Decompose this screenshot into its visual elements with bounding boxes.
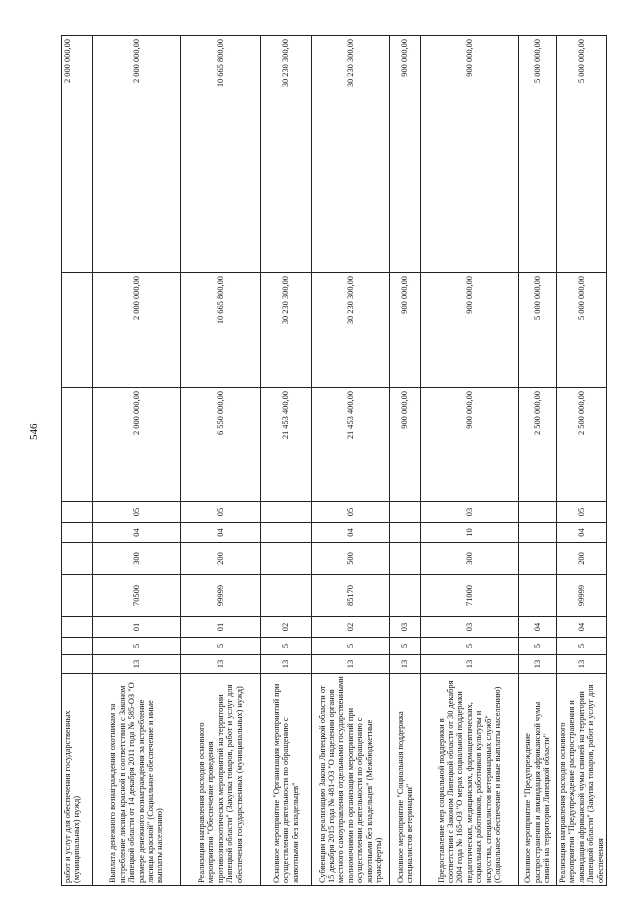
- code-cell: 5: [390, 638, 421, 655]
- code-cell: 70500: [93, 575, 181, 617]
- code-cell: 300: [93, 543, 181, 575]
- code-cell: 03: [421, 617, 519, 638]
- amount-cell: 6 550 000,00: [181, 388, 261, 502]
- amount-cell: 2 000 000,00: [93, 388, 181, 502]
- budget-table-page: [61, 36, 605, 886]
- code-cell: [261, 575, 312, 617]
- table-row: [557, 36, 607, 886]
- code-cell: 04: [312, 523, 390, 543]
- code-cell: [519, 543, 557, 575]
- table-row: [390, 36, 421, 886]
- amount-cell: 10 665 800,00: [181, 273, 261, 388]
- table-row: [421, 36, 519, 886]
- table-body: [62, 36, 607, 886]
- row-name-cell: Основное мероприятие "Предупреждение распространения и ликвидация африканской чумы свиней на территории Липецкой области": [519, 674, 557, 886]
- table-row: [261, 36, 312, 886]
- code-cell: 5: [181, 638, 261, 655]
- code-cell: 200: [557, 543, 607, 575]
- code-cell: 13: [312, 655, 390, 674]
- code-cell: 13: [390, 655, 421, 674]
- code-cell: 04: [557, 523, 607, 543]
- code-cell: 13: [93, 655, 181, 674]
- page-number: 546: [28, 423, 40, 440]
- code-cell: [62, 523, 93, 543]
- code-cell: 04: [93, 523, 181, 543]
- code-cell: 99999: [557, 575, 607, 617]
- code-cell: [390, 543, 421, 575]
- amount-cell: 2 500 000,00: [519, 388, 557, 502]
- code-cell: [261, 543, 312, 575]
- code-cell: [62, 655, 93, 674]
- amount-cell: 2 000 000,00: [93, 36, 181, 273]
- amount-cell: 900 000,00: [390, 36, 421, 273]
- amount-cell: 900 000,00: [390, 273, 421, 388]
- table-row: [62, 36, 93, 886]
- row-name-cell: Предоставление мер социальной поддержки в соответствии с Законом Липецкой области от 30 декабря 2004 года № 165-ОЗ "О мерах социальной поддержки педагогических, медицинских, фармацевтических, социальных работников, работников культуры и искусства, специалистов ветеринарных служб" (Социальное обеспечение и иные выплаты населению): [421, 674, 519, 886]
- code-cell: 13: [181, 655, 261, 674]
- code-cell: 02: [312, 617, 390, 638]
- amount-cell: 900 000,00: [390, 388, 421, 502]
- code-cell: [390, 575, 421, 617]
- amount-cell: 5 000 000,00: [519, 36, 557, 273]
- code-cell: 05: [557, 502, 607, 523]
- code-cell: 5: [261, 638, 312, 655]
- table-row: [181, 36, 261, 886]
- amount-cell: 5 000 000,00: [557, 273, 607, 388]
- code-cell: [390, 502, 421, 523]
- row-name-cell: Реализация направления расходов основного мероприятия "Предупреждение распространения и ликвидация африканской чумы свиней на территории Липецкой области" (Закупка товаров, работ и услуг для обеспечения: [557, 674, 607, 886]
- code-cell: 85170: [312, 575, 390, 617]
- amount-cell: 900 000,00: [421, 388, 519, 502]
- code-cell: [261, 523, 312, 543]
- amount-cell: 21 453 400,00: [312, 388, 390, 502]
- code-cell: [519, 502, 557, 523]
- code-cell: 02: [261, 617, 312, 638]
- amount-cell: 21 453 400,00: [261, 388, 312, 502]
- code-cell: 13: [519, 655, 557, 674]
- amount-cell: [62, 388, 93, 502]
- table-row: [519, 36, 557, 886]
- code-cell: 01: [93, 617, 181, 638]
- amount-cell: 30 230 300,00: [312, 36, 390, 273]
- amount-cell: 900 000,00: [421, 36, 519, 273]
- row-name-cell: Субвенции на реализацию Закона Липецкой области от 15 декабря 2015 года № 481-ОЗ "О наделении органов местного самоуправления отдельными государственными полномочиями по организации мероприятий при осуществлении деятельности по обращению с животными без владельцев" (Межбюджетные трансферты): [312, 674, 390, 886]
- code-cell: 04: [557, 617, 607, 638]
- amount-cell: 2 500 000,00: [557, 388, 607, 502]
- code-cell: 10: [421, 523, 519, 543]
- amount-cell: 2 000 000,00: [62, 36, 93, 273]
- code-cell: 04: [519, 617, 557, 638]
- budget-table: [61, 35, 607, 886]
- code-cell: 13: [557, 655, 607, 674]
- code-cell: [62, 575, 93, 617]
- row-name-cell: работ и услуг для обеспечения государственных (муниципальных) нужд): [62, 674, 93, 886]
- code-cell: 71000: [421, 575, 519, 617]
- code-cell: 5: [557, 638, 607, 655]
- table-row: [93, 36, 181, 886]
- code-cell: [62, 638, 93, 655]
- code-cell: 200: [181, 543, 261, 575]
- amount-cell: 10 665 800,00: [181, 36, 261, 273]
- amount-cell: 900 000,00: [421, 273, 519, 388]
- code-cell: 03: [390, 617, 421, 638]
- code-cell: [519, 523, 557, 543]
- code-cell: [62, 617, 93, 638]
- code-cell: [261, 502, 312, 523]
- code-cell: 05: [181, 502, 261, 523]
- code-cell: 300: [421, 543, 519, 575]
- amount-cell: 5 000 000,00: [519, 273, 557, 388]
- code-cell: [62, 502, 93, 523]
- amount-cell: [62, 273, 93, 388]
- code-cell: 01: [181, 617, 261, 638]
- code-cell: 5: [93, 638, 181, 655]
- table-row: [312, 36, 390, 886]
- amount-cell: 30 230 300,00: [312, 273, 390, 388]
- amount-cell: 30 230 300,00: [261, 273, 312, 388]
- code-cell: 13: [421, 655, 519, 674]
- code-cell: 03: [421, 502, 519, 523]
- code-cell: 05: [93, 502, 181, 523]
- code-cell: [62, 543, 93, 575]
- code-cell: 500: [312, 543, 390, 575]
- code-cell: [519, 575, 557, 617]
- row-name-cell: Основное мероприятие "Организация мероприятий при осуществлении деятельности по обращению с животными без владельцев": [261, 674, 312, 886]
- code-cell: 05: [312, 502, 390, 523]
- row-name-cell: Выплата денежного вознаграждения охотникам за истребление лисицы красной в соответствии с Законом Липецкой области от 14 декабря 2011 года № 585-ОЗ "О размере денежного вознаграждения за истребление лисицы красной" (Социальное обеспечение и иные выплаты населению): [93, 674, 181, 886]
- code-cell: 5: [519, 638, 557, 655]
- row-name-cell: Реализация направления расходов основного мероприятия "Обеспечение проведения противоэпизоотических мероприятий на территории Липецкой области" (Закупка товаров, работ и услуг для обеспечения государственных (муниципальных) нужд): [181, 674, 261, 886]
- amount-cell: 5 000 000,00: [557, 36, 607, 273]
- row-name-cell: Основное мероприятие "Социальная поддержка специалистов ветеринарии": [390, 674, 421, 886]
- code-cell: 13: [261, 655, 312, 674]
- code-cell: [390, 523, 421, 543]
- amount-cell: 2 000 000,00: [93, 273, 181, 388]
- amount-cell: 30 230 300,00: [261, 36, 312, 273]
- code-cell: 5: [421, 638, 519, 655]
- code-cell: 99999: [181, 575, 261, 617]
- code-cell: 04: [181, 523, 261, 543]
- code-cell: 5: [312, 638, 390, 655]
